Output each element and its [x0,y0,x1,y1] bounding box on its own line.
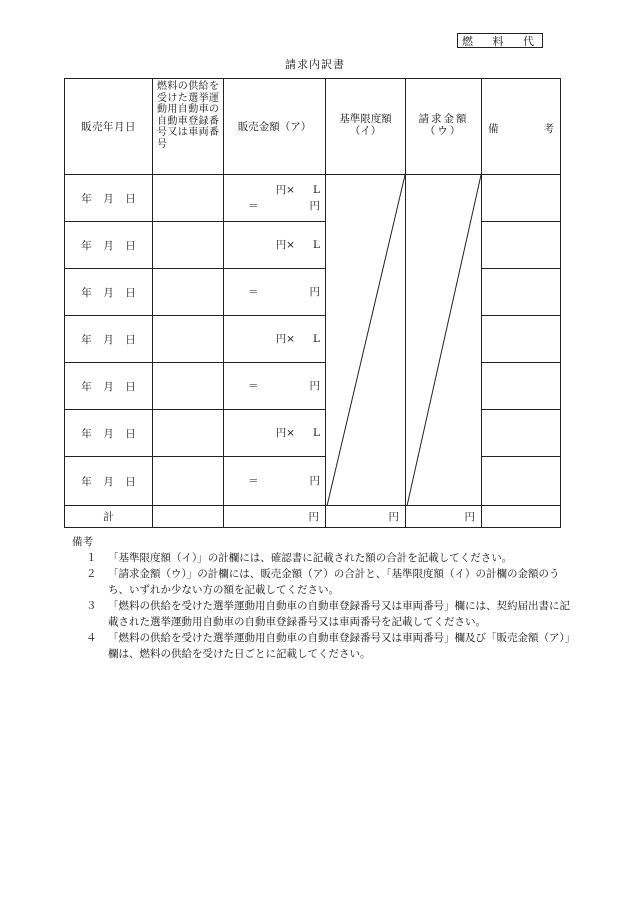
vehicle-number-cell[interactable] [153,457,224,506]
note-number: １ [86,552,97,564]
breakdown-table [64,78,561,528]
note-text: 「燃料の供給を受けた選挙運動用自動車の自動車登録番号又は車両番号」欄には、契約届出書に記載された選挙運動用自動車の自動車登録番号又は車両番号を記載してください。 [108,600,570,628]
request-diagonal-line [406,175,482,506]
request-diagonal-cell [406,175,482,506]
yen-text: 円 [309,475,320,487]
vehicle-number-cell[interactable] [153,410,224,457]
note-text: 「基準限度額（イ）」の計欄には、確認書に記載された額の合計を記載してください。 [108,552,513,564]
total-row [65,506,561,528]
yen-times-text: 円× [275,333,295,345]
header-fuel-vehicle: 燃料の供給を受けた選挙運動用自動車の自動車登録番号又は車両番号 [153,79,224,175]
date-cell[interactable]: 年 月 日 [65,457,153,506]
note-item [72,630,572,662]
date-cell[interactable]: 年 月 日 [65,363,153,410]
note-number: ４ [86,632,97,644]
date-cell[interactable]: 年 月 日 [65,222,153,269]
yen-times-text: 円× [275,427,295,439]
note-text: 「請求金額（ウ）」の計欄には、販売金額（ア）の合計と、「基準限度額（イ）の計欄の金額のうち、いずれか少ない方の額を記載してください。 [108,568,560,596]
total-label: 計 [65,506,153,528]
note-cell[interactable] [482,363,561,410]
header-note-a: 備 [488,123,499,135]
date-cell[interactable]: 年 月 日 [65,410,153,457]
sale-amount-cell[interactable] [224,457,326,506]
liter-text: L [313,427,320,439]
total-vehicle-cell [153,506,224,528]
sale-amount-cell[interactable] [224,316,326,363]
total-note-cell[interactable] [482,506,561,528]
table-row [65,316,561,363]
sale-amount-cell[interactable] [224,222,326,269]
table-row [65,222,561,269]
note-cell[interactable] [482,222,561,269]
yen-times-text: 円× [275,184,295,196]
date-cell[interactable]: 年 月 日 [65,316,153,363]
header-limit-line2: （イ） [349,125,382,137]
header-note-b: 考 [543,123,554,135]
yen-text: 円 [309,286,320,298]
liter-text: L [313,184,320,196]
note-cell[interactable] [482,269,561,316]
sale-amount-cell[interactable] [224,175,326,222]
note-item [72,550,572,566]
limit-diagonal-line [326,175,406,506]
vehicle-number-cell[interactable] [153,222,224,269]
liter-text: L [313,333,320,345]
vehicle-number-cell[interactable] [153,175,224,222]
table-row [65,410,561,457]
table-row [65,363,561,410]
header-note [482,79,561,175]
note-number: ２ [86,568,97,580]
header-request [406,79,482,175]
header-row [65,79,561,175]
total-limit-amount[interactable]: 円 [326,506,406,528]
equals-text: ＝ [248,200,259,212]
total-request-amount[interactable]: 円 [406,506,482,528]
sale-amount-cell[interactable] [224,410,326,457]
equals-text: ＝ [248,475,259,487]
note-item [72,566,572,598]
notes-section [72,534,572,662]
header-sale-date: 販売年月日 [65,79,153,175]
note-cell[interactable] [482,175,561,222]
header-limit-line1: 基準限度額 [339,113,392,125]
total-sale-amount[interactable]: 円 [224,506,326,528]
yen-text: 円 [309,200,320,212]
date-cell[interactable]: 年 月 日 [65,175,153,222]
header-limit [326,79,406,175]
limit-diagonal-cell [326,175,406,506]
table-row [65,457,561,506]
liter-text: L [313,239,320,251]
table-row [65,269,561,316]
note-cell[interactable] [482,316,561,363]
equals-text: ＝ [248,380,259,392]
header-sale-amount: 販売金額（ア） [224,79,326,175]
document-title: 請求内訳書 [285,58,345,71]
vehicle-number-cell[interactable] [153,316,224,363]
note-item [72,598,572,630]
vehicle-number-cell[interactable] [153,269,224,316]
note-number: ３ [86,600,97,612]
sale-amount-cell[interactable] [224,269,326,316]
vehicle-number-cell[interactable] [153,363,224,410]
note-cell[interactable] [482,410,561,457]
date-cell[interactable]: 年 月 日 [65,269,153,316]
table-row [65,175,561,222]
equals-text: ＝ [248,286,259,298]
yen-text: 円 [309,380,320,392]
note-cell[interactable] [482,457,561,506]
header-request-line2: （ウ） [424,125,463,137]
notes-heading: 備考 [72,536,93,548]
sale-amount-cell[interactable] [224,363,326,410]
note-text: 「燃料の供給を受けた選挙運動用自動車の自動車登録番号又は車両番号」欄及び「販売金額（ア）」欄は、燃料の供給を受けた日ごとに記載してください。 [108,632,570,660]
header-request-line1: 請求金額 [418,113,469,125]
yen-times-text: 円× [275,239,295,251]
document-type-label: 燃 料 代 [457,33,543,48]
